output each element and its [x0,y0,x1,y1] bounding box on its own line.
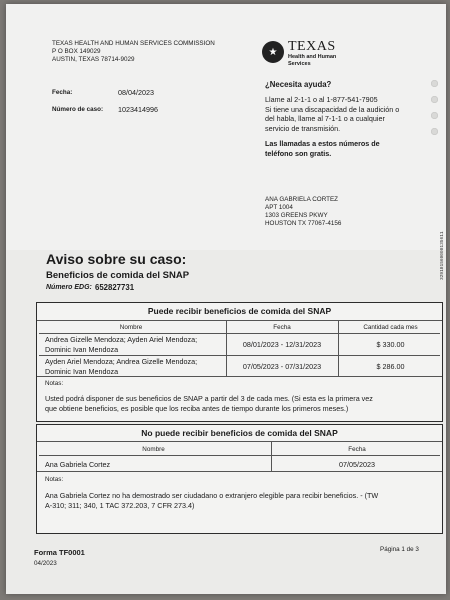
edg-label: Número EDG: [46,284,92,291]
notes-label: Notas: [45,380,64,387]
case-number-value: 1023414996 [118,105,158,114]
document-id-barcode: 329101560000135611 [440,231,445,280]
agency-city: AUSTIN, TEXAS 78714-9029 [52,56,135,63]
table-row [45,335,225,354]
free-call-note [265,139,380,158]
col-header-date: Fecha [348,446,366,453]
col-header-date: Fecha [273,324,291,331]
free-call-line: Las llamadas a estos números de [265,139,380,148]
recipient-name: ANA GABRIELA CORTEZ [265,196,339,203]
row-amount: $ 330.00 [376,340,405,349]
row-name: Ana Gabriela Cortez [45,460,111,469]
logo-title: TEXAS [288,39,336,54]
help-line: Si tiene una discapacidad de la audición o [265,104,400,114]
eligible-notes [45,394,440,413]
col-header-name: Nombre [119,324,143,331]
notes-line: que obtiene beneficios, es posible que los reciba antes de tiempo durante los primeros meses.) [45,403,349,413]
hhs-logo [288,40,336,67]
notes-line: A-310; 311; 340, 1 TAC 372.203, 7 CFR 273.4) [45,500,195,510]
form-date: 04/2023 [34,560,57,567]
agency-address [52,40,215,64]
recipient-street: 1303 GREENS PKWY [265,212,328,219]
row-names-cont: Dominic Ivan Mendoza [45,366,119,376]
texas-seal-icon: ★ [262,41,284,63]
logo-subtitle-2: Services [288,60,311,67]
row-amount: $ 286.00 [376,362,405,371]
form-number: Forma TF0001 [34,548,85,557]
help-line: del habla, llame al 7-1-1 o a cualquier [265,114,385,123]
notes-line: Usted podrá disponer de sus beneficios de SNAP a partir del 3 de cada mes. (Si esta es la primera vez [45,394,373,403]
notes-line: Ana Gabriela Cortez no ha demostrado ser ciudadano o extranjero elegible para recibir beneficios. - (TW [45,491,379,500]
col-header-name: Nombre [142,446,165,453]
row-names: Ayden Ariel Mendoza; Andrea Gizelle Mendoza; [45,357,198,366]
notice-title: Aviso sobre su caso: [46,251,187,267]
date-label: Fecha: [52,89,73,96]
free-call-line: teléfono son gratis. [265,148,332,158]
edg-value: 652827731 [95,283,135,292]
recipient-apt: APT 1004 [265,204,293,211]
notes-label: Notas: [45,476,64,483]
agency-name: TEXAS HEALTH AND HUMAN SERVICES COMMISSION [52,40,215,47]
table-row [45,357,225,376]
row-date: 08/01/2023 - 12/31/2023 [242,340,322,349]
recipient-city: HOUSTON TX 77067-4156 [265,220,342,227]
help-line: Llame al 2-1-1 o al 1-877-541-7905 [265,95,378,104]
recipient-address [265,196,341,228]
row-date: 07/05/2023 [339,460,375,469]
date-value: 08/04/2023 [118,88,154,97]
ineligible-benefits-table [36,424,443,534]
help-text [265,95,435,133]
col-header-amount: Cantidad cada mes [363,324,418,331]
eligible-table-title: Puede recibir beneficios de comida del SNAP [147,306,332,316]
row-names: Andrea Gizelle Mendoza; Ayden Ariel Mendoza; [45,335,198,344]
help-line: servicio de transmisión. [265,123,341,133]
ineligible-table-title: No puede recibir beneficios de comida del SNAP [141,428,338,438]
row-names-cont: Dominic Ivan Mendoza [45,344,119,354]
agency-po-box: P O BOX 149029 [52,48,101,55]
notice-subtitle: Beneficios de comida del SNAP [46,270,190,281]
page-number: Página 1 de 3 [380,546,419,553]
row-date: 07/05/2023 - 07/31/2023 [242,362,322,371]
eligible-benefits-table [36,302,443,422]
ineligible-notes [45,491,440,510]
case-number-label: Número de caso: [52,106,104,113]
logo-subtitle: Health and Human [288,54,337,60]
help-title: ¿Necesita ayuda? [265,80,332,89]
